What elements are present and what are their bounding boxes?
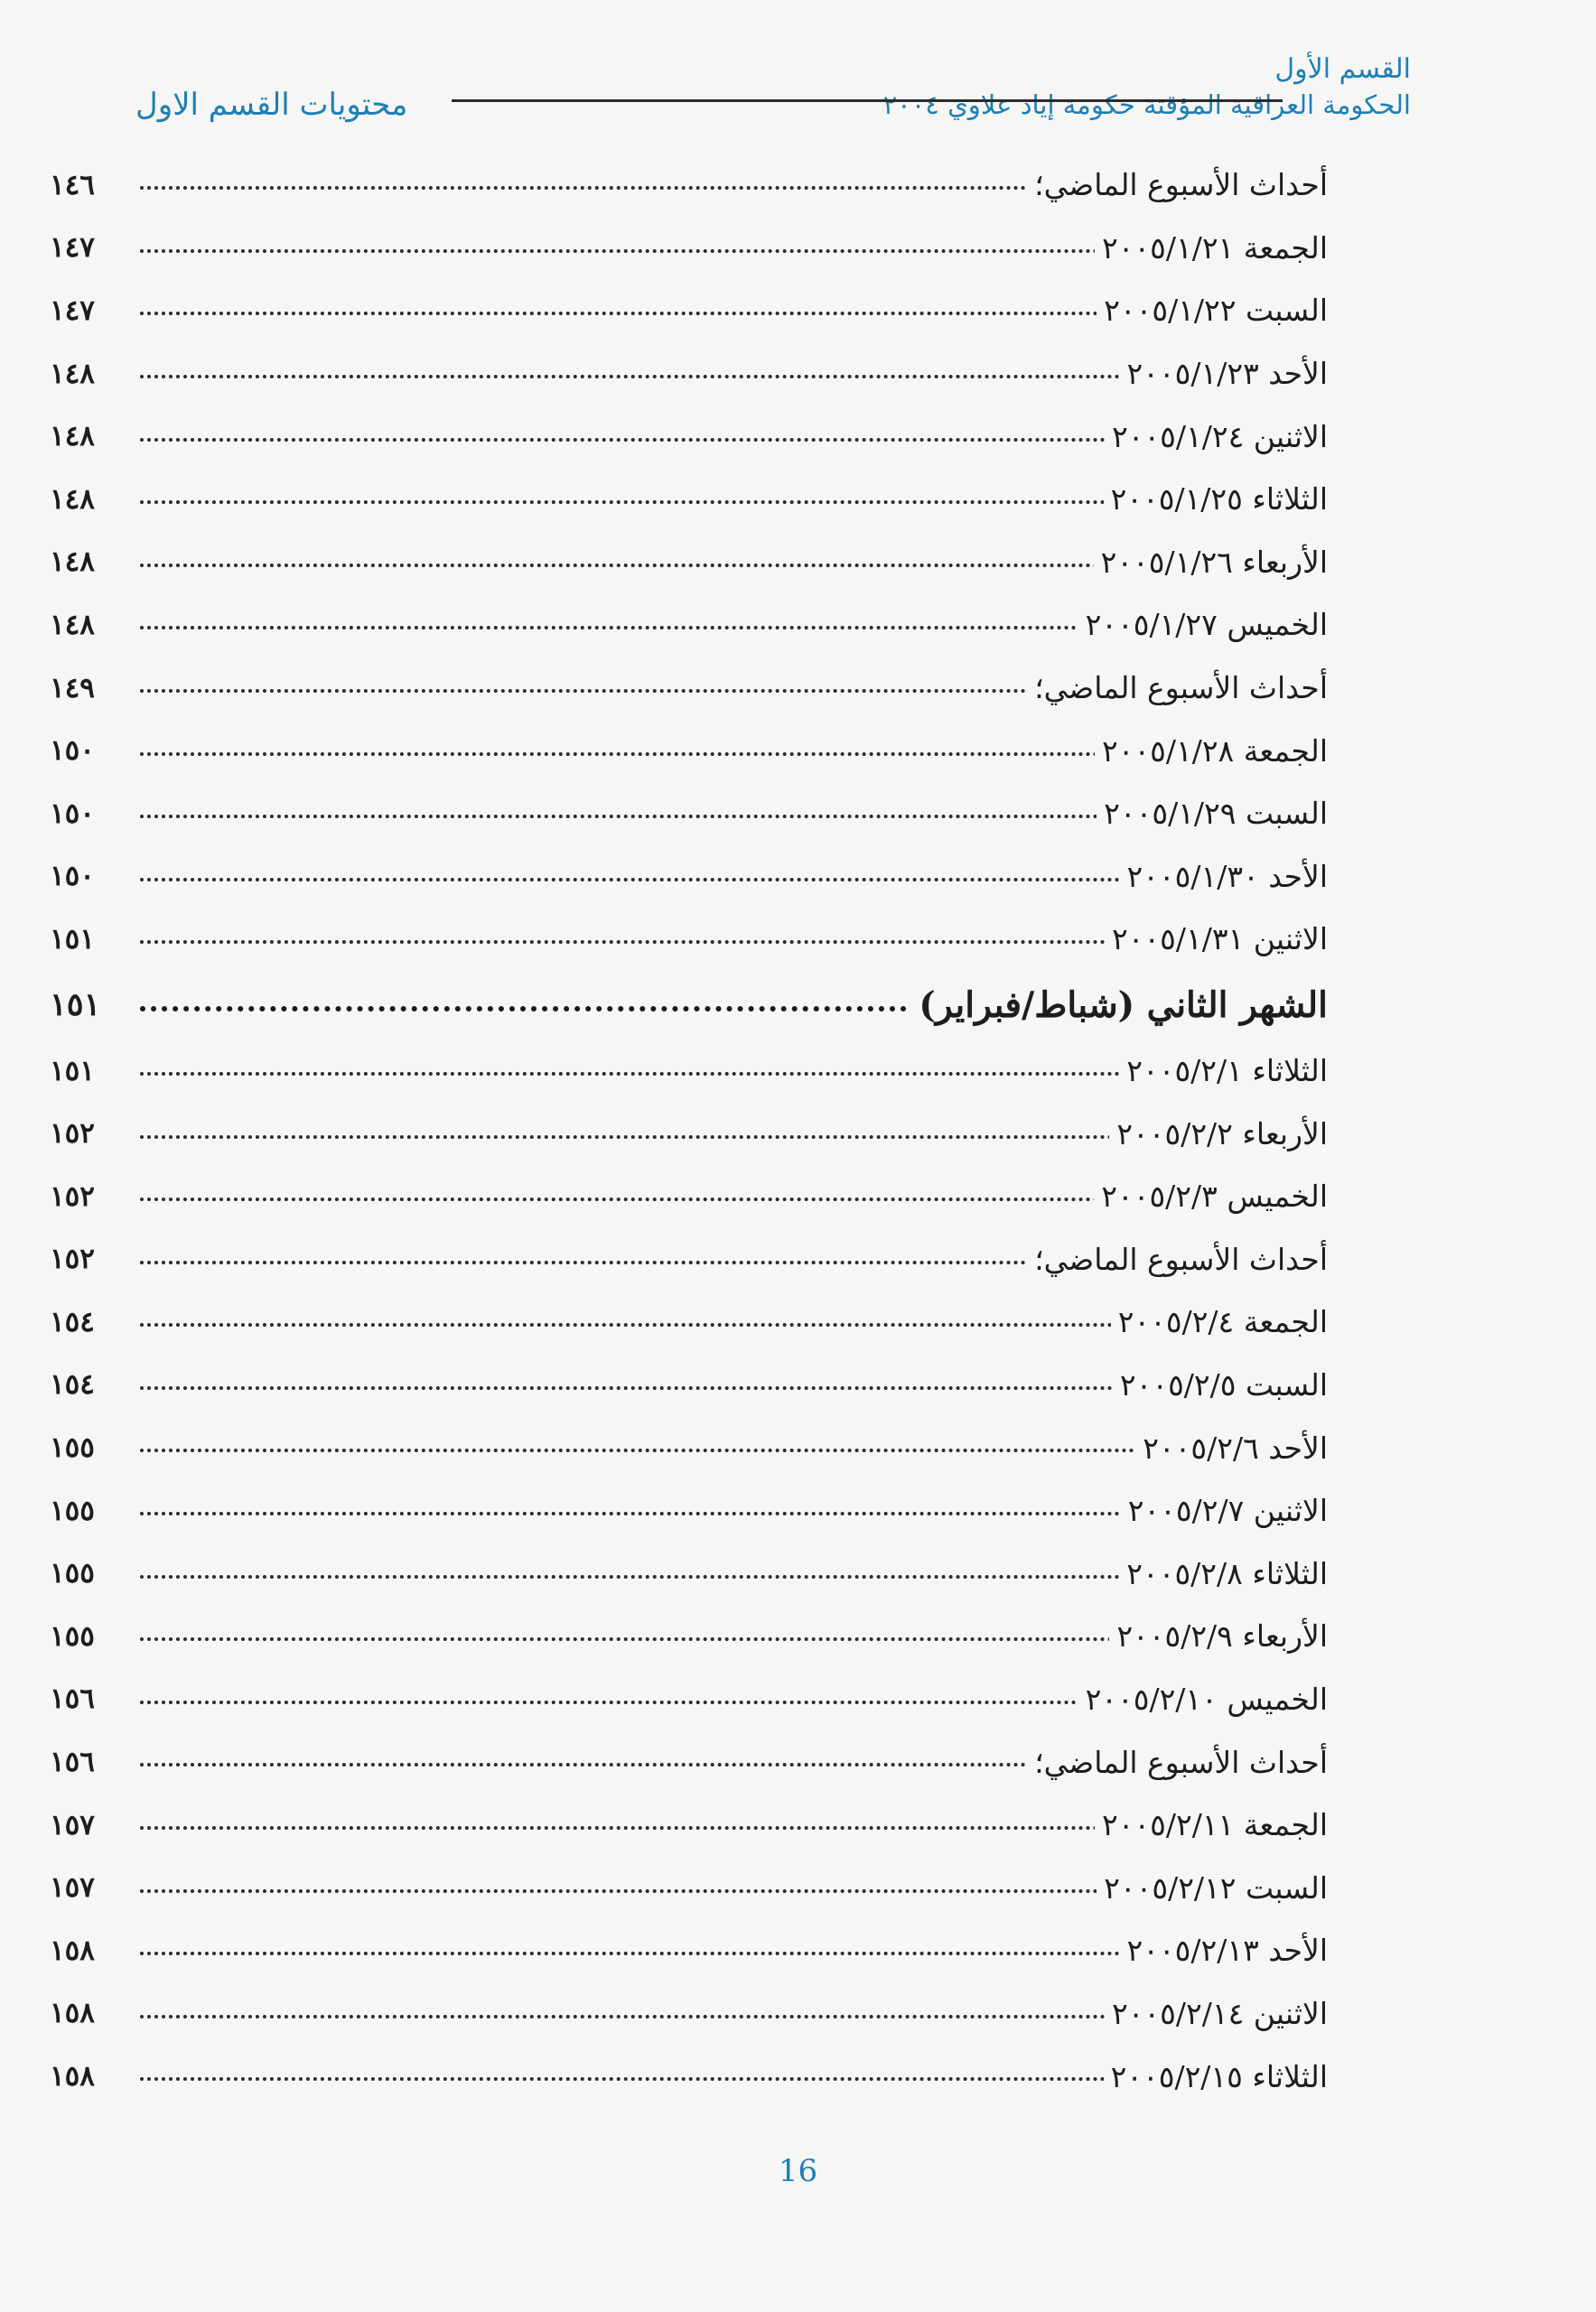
toc-entry-title: الأربعاء ٢٠٠٥/١/٢٦ xyxy=(1094,545,1328,580)
toc-row xyxy=(50,468,1328,531)
dot-leader xyxy=(140,1006,994,1012)
toc-row xyxy=(50,1165,1328,1228)
toc-page-number: ١٤٨ xyxy=(50,420,127,452)
table-of-contents xyxy=(50,154,1328,2108)
toc-row xyxy=(50,1794,1328,1857)
toc-page-number: ١٤٨ xyxy=(50,358,127,390)
toc-page-number: ١٥٥ xyxy=(50,1557,127,1590)
toc-entry-title: الأحد ٢٠٠٥/١/٣٠ xyxy=(1119,859,1328,894)
toc-entry-title: الاثنين ٢٠٠٥/١/٢٤ xyxy=(1105,419,1328,454)
toc-entry-title: الاثنين ٢٠٠٥/٢/١٤ xyxy=(1105,1996,1328,2031)
toc-row xyxy=(50,342,1328,406)
toc-heading-title: الشهر الثاني (شباط/فبراير) xyxy=(911,984,1328,1026)
toc-page-number: ١٤٩ xyxy=(50,672,127,704)
section-subtitle: الحكومة العراقية المؤقتة حكومة إياد علاوي ٢٠٠٤ xyxy=(882,89,1411,120)
toc-row xyxy=(50,1354,1328,1417)
toc-row xyxy=(50,1668,1328,1731)
toc-page-number: ١٥٤ xyxy=(50,1368,127,1401)
toc-entry-title: الجمعة ٢٠٠٥/٢/١١ xyxy=(1095,1807,1328,1842)
toc-entry-title: الأحد ٢٠٠٥/٢/٦ xyxy=(1135,1431,1328,1466)
toc-page-number: ١٥٦ xyxy=(50,1683,127,1715)
toc-page-number: ١٥٢ xyxy=(50,1243,127,1275)
toc-row xyxy=(50,1479,1328,1543)
toc-entry-title: الثلاثاء ٢٠٠٥/٢/١٥ xyxy=(1104,2059,1328,2094)
toc-entry-title: الأحد ٢٠٠٥/٢/١٣ xyxy=(1119,1933,1328,1968)
toc-page-number: ١٥٠ xyxy=(50,734,127,767)
toc-entry-title: السبت ٢٠٠٥/٢/١٢ xyxy=(1097,1870,1328,1906)
toc-entry-title: أحداث الأسبوع الماضي؛ xyxy=(1027,1242,1328,1277)
toc-page-number: ١٤٧ xyxy=(50,294,127,327)
toc-entry-title: أحداث الأسبوع الماضي؛ xyxy=(1027,670,1328,705)
toc-page-number: ١٥٢ xyxy=(50,1180,127,1213)
toc-row xyxy=(50,593,1328,657)
toc-row xyxy=(50,782,1328,845)
toc-row xyxy=(50,1542,1328,1605)
toc-row xyxy=(50,719,1328,782)
toc-entry-title: أحداث الأسبوع الماضي؛ xyxy=(1027,167,1328,202)
toc-page-number: ١٥١ xyxy=(50,923,127,956)
toc-entry-title: السبت ٢٠٠٥/١/٢٩ xyxy=(1097,796,1328,831)
toc-row xyxy=(50,1102,1328,1165)
toc-page-number: ١٥٨ xyxy=(50,1997,127,2029)
toc-entry-title: السبت ٢٠٠٥/٢/٥ xyxy=(1113,1367,1328,1403)
toc-row xyxy=(50,657,1328,720)
toc-entry-title: الثلاثاء ٢٠٠٥/٢/٨ xyxy=(1119,1556,1328,1591)
toc-row xyxy=(50,279,1328,342)
toc-entry-title: الجمعة ٢٠٠٥/١/٢٨ xyxy=(1095,733,1328,769)
toc-page-number: ١٤٦ xyxy=(50,169,127,201)
toc-page-number: ١٥١ xyxy=(50,986,127,1023)
toc-page-number: ١٤٨ xyxy=(50,545,127,578)
toc-row xyxy=(50,1730,1328,1794)
header-rule xyxy=(452,99,1283,102)
toc-page-number: ١٤٧ xyxy=(50,231,127,264)
toc-entry-title: الخميس ٢٠٠٥/٢/١٠ xyxy=(1078,1682,1328,1717)
toc-page-number: ١٥٧ xyxy=(50,1871,127,1904)
toc-row xyxy=(50,1228,1328,1291)
toc-entry-title: الاثنين ٢٠٠٥/١/٣١ xyxy=(1105,921,1328,956)
toc-entry-title: أحداث الأسبوع الماضي؛ xyxy=(1027,1745,1328,1780)
toc-page-number: ١٥٤ xyxy=(50,1306,127,1338)
toc-page-number: ١٤٨ xyxy=(50,483,127,516)
toc-row xyxy=(50,1856,1328,1919)
toc-page-number: ١٥٢ xyxy=(50,1117,127,1150)
toc-page-number: ١٥٥ xyxy=(50,1495,127,1527)
toc-entry-title: الأحد ٢٠٠٥/١/٢٣ xyxy=(1119,356,1328,391)
toc-entry-title: الجمعة ٢٠٠٥/٢/٤ xyxy=(1111,1304,1328,1339)
toc-row xyxy=(50,845,1328,909)
section-title: القسم الأول xyxy=(1274,53,1411,85)
toc-page-number: ١٥٠ xyxy=(50,860,127,892)
toc-entry-title: الثلاثاء ٢٠٠٥/٢/١ xyxy=(1119,1053,1328,1088)
contents-title: محتويات القسم الاول xyxy=(135,87,408,123)
toc-row xyxy=(50,531,1328,594)
toc-row xyxy=(50,1416,1328,1479)
toc-row xyxy=(50,1919,1328,1982)
toc-row xyxy=(50,217,1328,280)
toc-row xyxy=(50,405,1328,468)
toc-entry-title: الأربعاء ٢٠٠٥/٢/٢ xyxy=(1109,1116,1328,1151)
toc-page-number: ١٥٧ xyxy=(50,1809,127,1841)
toc-entry-title: الخميس ٢٠٠٥/٢/٣ xyxy=(1094,1179,1328,1214)
toc-page-number: ١٥٦ xyxy=(50,1746,127,1778)
toc-page-number: ١٤٨ xyxy=(50,609,127,641)
toc-entry-title: الثلاثاء ٢٠٠٥/١/٢٥ xyxy=(1104,481,1328,517)
dot-leader xyxy=(140,1449,1301,1452)
toc-row xyxy=(50,1605,1328,1668)
toc-entry-title: السبت ٢٠٠٥/١/٢٢ xyxy=(1097,293,1328,328)
toc-entry-title: الأربعاء ٢٠٠٥/٢/٩ xyxy=(1109,1618,1328,1654)
toc-row xyxy=(50,1291,1328,1354)
toc-page-number: ١٥٥ xyxy=(50,1620,127,1653)
toc-page-number: ١٥٨ xyxy=(50,2060,127,2093)
page-number: 16 xyxy=(778,2153,818,2189)
toc-page-number: ١٥٨ xyxy=(50,1934,127,1967)
toc-entry-title: الجمعة ٢٠٠٥/١/٢١ xyxy=(1095,230,1328,266)
toc-page-number: ١٥٠ xyxy=(50,797,127,830)
toc-row xyxy=(50,1039,1328,1103)
toc-heading-row xyxy=(50,971,1328,1039)
toc-row xyxy=(50,154,1328,217)
toc-row xyxy=(50,1982,1328,2046)
toc-page-number: ١٥٥ xyxy=(50,1431,127,1464)
toc-row xyxy=(50,2045,1328,2108)
toc-entry-title: الخميس ٢٠٠٥/١/٢٧ xyxy=(1078,607,1328,642)
running-header xyxy=(883,52,1411,123)
toc-row xyxy=(50,908,1328,971)
toc-entry-title: الاثنين ٢٠٠٥/٢/٧ xyxy=(1121,1493,1328,1528)
toc-page-number: ١٥١ xyxy=(50,1055,127,1087)
